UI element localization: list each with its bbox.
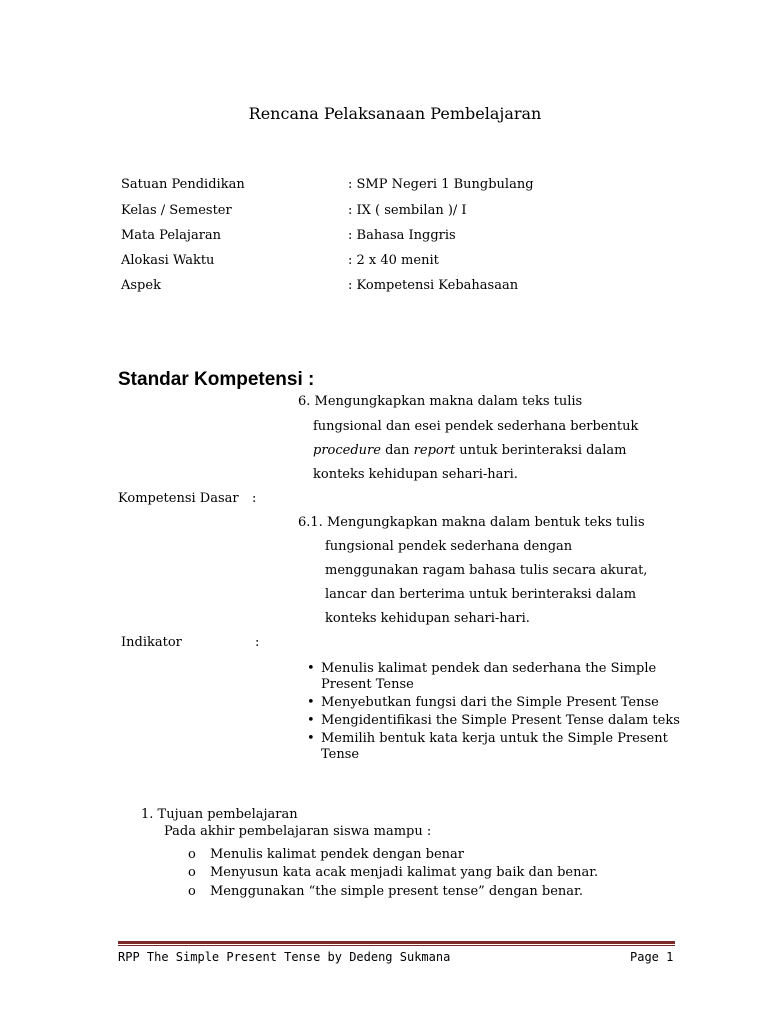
identity-value-aspek: : Kompetensi Kebahasaan — [348, 278, 519, 293]
footer-page-number: Page 1 — [630, 950, 674, 964]
footer-rule-thin — [118, 945, 675, 946]
kd-colon: : — [252, 491, 257, 506]
circle-bullet-icon: o — [188, 865, 196, 880]
standar-term-report: report — [413, 443, 456, 458]
document-title: Rencana Pelaksanaan Pembelajaran — [248, 104, 542, 123]
standar-line-3 — [313, 443, 626, 459]
identity-label-kelas: Kelas / Semester — [121, 203, 232, 218]
footer-document-title: RPP The Simple Present Tense by Dedeng Sukmana — [118, 950, 451, 964]
identity-label-aspek: Aspek — [121, 278, 161, 293]
indikator-label: Indikator — [121, 635, 182, 650]
kd-line-1: 6.1. Mengungkapkan makna dalam bentuk teks tulis — [298, 515, 645, 530]
identity-value-kelas: : IX ( sembilan )/ I — [348, 203, 467, 218]
tujuan-item-3: Menggunakan “the simple present tense” dengan benar. — [210, 884, 583, 899]
bullet-icon: • — [307, 695, 315, 710]
identity-value-mapel: : Bahasa Inggris — [348, 228, 456, 243]
bullet-icon: • — [307, 661, 315, 676]
identity-value-satuan: : SMP Negeri 1 Bungbulang — [348, 177, 534, 192]
tujuan-item-1: Menulis kalimat pendek dengan benar — [210, 847, 464, 862]
indikator-colon: : — [255, 635, 260, 650]
standar-kompetensi-heading: Standar Kompetensi : — [118, 369, 315, 390]
standar-term-procedure: procedure — [313, 443, 381, 458]
circle-bullet-icon: o — [188, 847, 196, 862]
standar-line-3-rest: untuk berinteraksi dalam — [455, 443, 627, 458]
tujuan-heading: 1. Tujuan pembelajaran — [141, 807, 298, 822]
indikator-item-1-line-2: Present Tense — [321, 677, 414, 692]
identity-label-satuan: Satuan Pendidikan — [121, 177, 245, 192]
indikator-item-4-line-2: Tense — [321, 747, 360, 762]
standar-line-2: fungsional dan esei pendek sederhana berbentuk — [313, 419, 639, 434]
bullet-icon: • — [307, 731, 315, 746]
identity-value-waktu: : 2 x 40 menit — [348, 253, 439, 268]
bullet-icon: • — [307, 713, 315, 728]
tujuan-intro: Pada akhir pembelajaran siswa mampu : — [164, 824, 432, 839]
standar-connector: dan — [380, 443, 414, 458]
circle-bullet-icon: o — [188, 884, 196, 899]
kd-line-4: lancar dan berterima untuk berinteraksi dalam — [325, 587, 637, 602]
kd-line-2: fungsional pendek sederhana dengan — [325, 539, 573, 554]
identity-label-waktu: Alokasi Waktu — [121, 253, 215, 268]
kd-label: Kompetensi Dasar — [118, 491, 239, 506]
footer-rule-thick — [118, 941, 675, 944]
identity-label-mapel: Mata Pelajaran — [121, 228, 222, 243]
standar-line-1: 6. Mengungkapkan makna dalam teks tulis — [298, 394, 583, 409]
tujuan-item-2: Menyusun kata acak menjadi kalimat yang baik dan benar. — [210, 865, 599, 880]
indikator-item-2-line-1: Menyebutkan fungsi dari the Simple Present Tense — [321, 695, 659, 710]
indikator-item-4-line-1: Memilih bentuk kata kerja untuk the Simple Present — [321, 731, 668, 746]
kd-line-5: konteks kehidupan sehari-hari. — [325, 611, 530, 626]
kd-line-3: menggunakan ragam bahasa tulis secara akurat, — [325, 563, 648, 578]
standar-line-4: konteks kehidupan sehari-hari. — [313, 467, 518, 482]
indikator-item-1-line-1: Menulis kalimat pendek dan sederhana the Simple — [321, 661, 657, 676]
indikator-item-3-line-1: Mengidentifikasi the Simple Present Tense dalam teks — [321, 713, 680, 728]
